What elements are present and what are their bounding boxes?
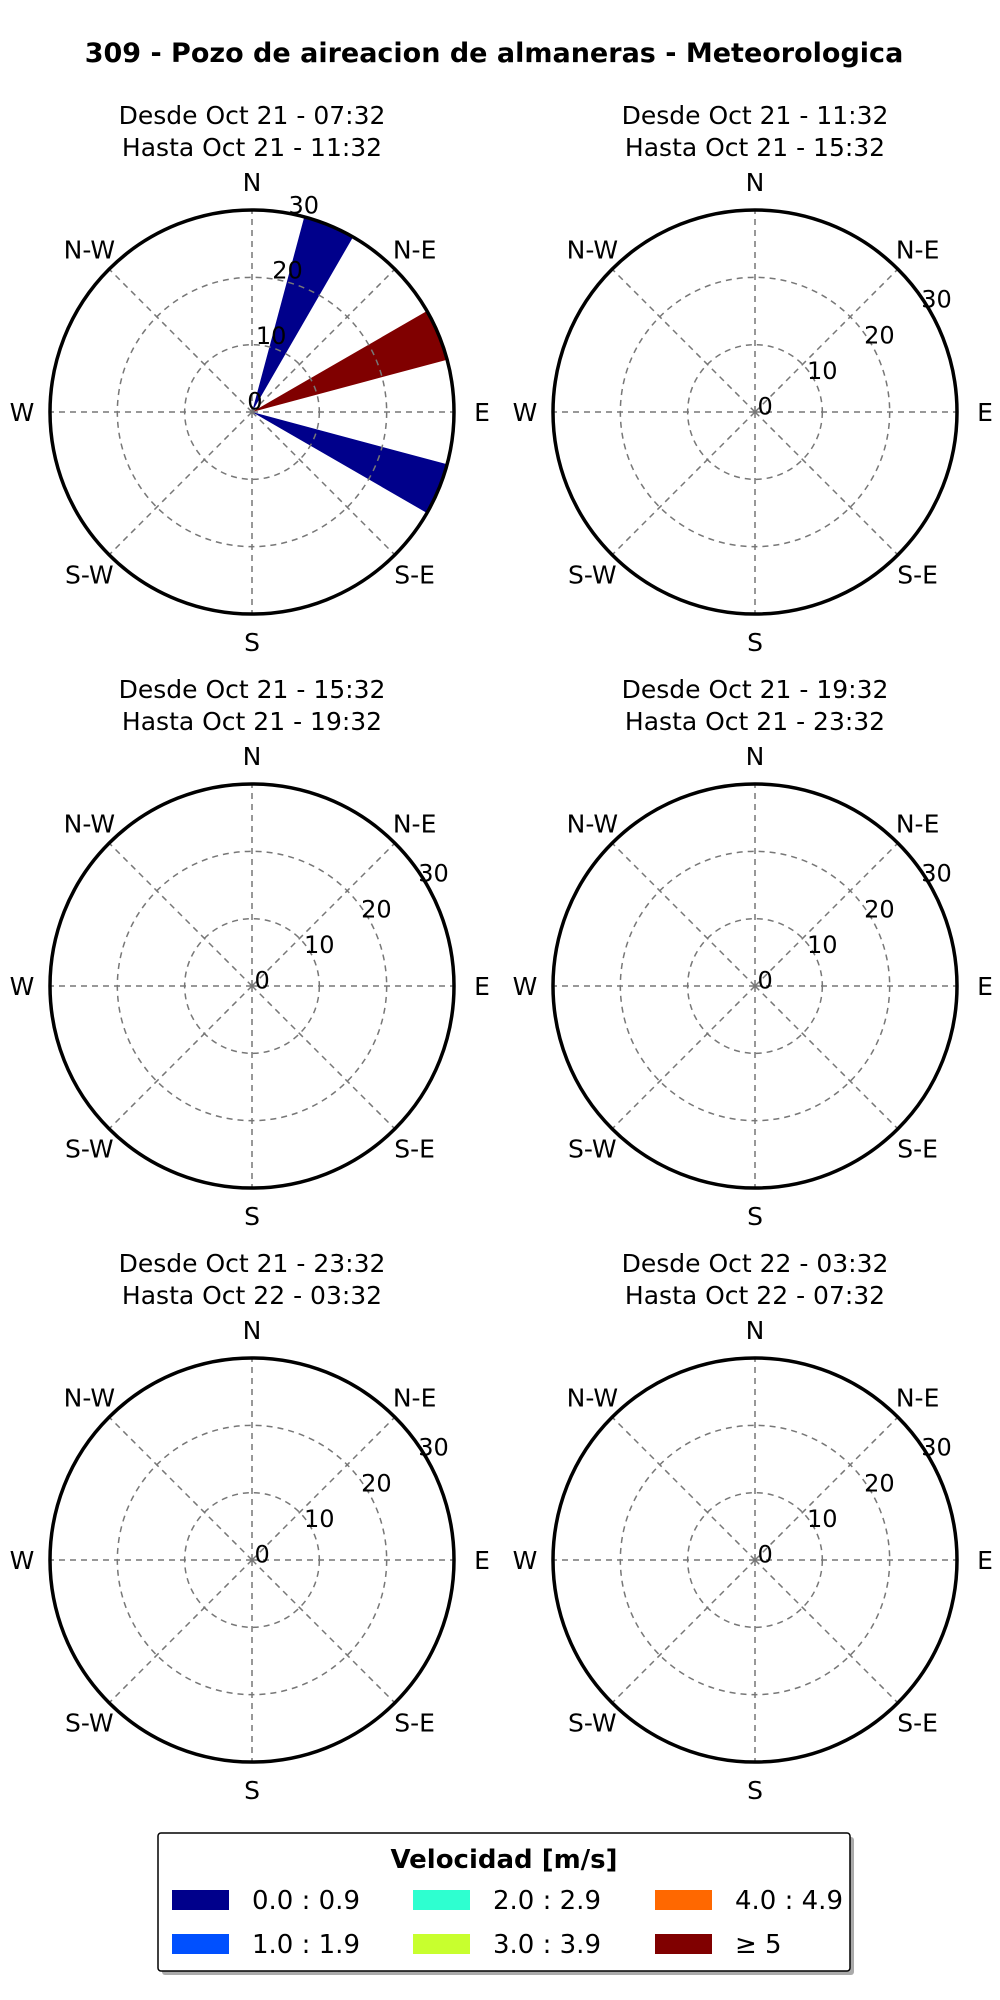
radial-tick-label: 10 [807, 930, 838, 959]
direction-label: W [512, 398, 538, 427]
direction-label: W [9, 1546, 35, 1575]
direction-label: N [242, 1316, 262, 1345]
radial-tick-label: 30 [418, 1433, 449, 1462]
direction-label: E [474, 398, 490, 427]
direction-label: S [747, 1202, 763, 1231]
direction-label: S-E [897, 560, 938, 590]
direction-label: S [244, 628, 260, 657]
radial-tick-label: 20 [361, 895, 392, 924]
legend-swatch [655, 1890, 712, 1910]
direction-label: W [512, 1546, 538, 1575]
direction-label: N [745, 1316, 765, 1345]
direction-gridline [109, 843, 252, 986]
radial-tick-label: 10 [255, 322, 287, 351]
panel-subtitle: Hasta Oct 21 - 23:32 [624, 707, 886, 736]
direction-gridline [109, 1417, 252, 1560]
wind-rose-1 [10, 101, 490, 657]
wind-rose-6 [513, 1249, 993, 1805]
panel-subtitle: Hasta Oct 21 - 11:32 [121, 133, 383, 162]
wind-rose-2 [513, 101, 993, 657]
wind-rose-4 [513, 675, 993, 1231]
direction-label: N-E [392, 809, 437, 839]
radial-tick-label: 10 [807, 356, 838, 385]
legend-label: ≥ 5 [735, 1930, 782, 1960]
panel-subtitle: Hasta Oct 22 - 03:32 [121, 1281, 383, 1310]
radial-tick-label: 10 [304, 930, 335, 959]
panel-subtitle: Hasta Oct 21 - 19:32 [121, 707, 383, 736]
direction-label: S-E [897, 1708, 938, 1738]
direction-label: N-E [392, 1383, 437, 1413]
legend-label: 2.0 : 2.9 [493, 1886, 601, 1916]
radial-tick-label: 20 [864, 1469, 895, 1498]
panel-subtitle: Hasta Oct 21 - 15:32 [624, 133, 886, 162]
radial-tick-label: 0 [254, 1540, 270, 1569]
legend-swatch [172, 1890, 229, 1910]
direction-label: S-W [65, 1134, 114, 1164]
direction-gridline [612, 1417, 755, 1560]
direction-gridline [109, 1560, 252, 1703]
panel-title: Desde Oct 21 - 11:32 [621, 101, 889, 130]
figure-title: 309 - Pozo de aireacion de almaneras - Meteorologica [84, 38, 904, 69]
radial-tick-label: 20 [864, 321, 895, 350]
direction-label: N-W [63, 809, 116, 839]
direction-label: W [9, 398, 35, 427]
legend-swatch [413, 1934, 470, 1954]
radial-tick-label: 30 [418, 859, 449, 888]
direction-label: S-E [897, 1134, 938, 1164]
radial-tick-label: 0 [757, 1540, 773, 1569]
radial-tick-label: 10 [304, 1504, 335, 1533]
direction-label: S-W [568, 1134, 617, 1164]
panel-title: Desde Oct 21 - 19:32 [621, 675, 889, 704]
direction-gridline [755, 986, 898, 1129]
direction-label: E [474, 972, 490, 1001]
panel-title: Desde Oct 21 - 23:32 [118, 1249, 386, 1278]
direction-gridline [755, 1560, 898, 1703]
direction-gridline [109, 269, 252, 412]
direction-label: N [745, 168, 765, 197]
radial-tick-label: 20 [361, 1469, 392, 1498]
radial-tick-label: 0 [757, 392, 773, 421]
direction-label: E [977, 1546, 993, 1575]
direction-label: N-W [63, 1383, 116, 1413]
direction-label: E [977, 972, 993, 1001]
direction-label: W [512, 972, 538, 1001]
direction-label: N-W [566, 809, 619, 839]
radial-tick-label: 30 [921, 859, 952, 888]
direction-label: S [747, 628, 763, 657]
direction-gridline [612, 843, 755, 986]
direction-label: S-E [394, 560, 435, 590]
legend-swatch [655, 1934, 712, 1954]
direction-label: N [242, 168, 262, 197]
direction-gridline [612, 1560, 755, 1703]
direction-label: E [977, 398, 993, 427]
direction-gridline [252, 1560, 395, 1703]
direction-label: S-W [65, 1708, 114, 1738]
legend-label: 0.0 : 0.9 [252, 1886, 360, 1916]
direction-label: N-E [895, 809, 940, 839]
radial-tick-label: 20 [864, 895, 895, 924]
direction-label: S-E [394, 1134, 435, 1164]
radial-tick-label: 10 [807, 1504, 838, 1533]
direction-gridline [755, 412, 898, 555]
legend-label: 4.0 : 4.9 [735, 1886, 843, 1916]
radial-tick-label: 20 [272, 256, 303, 285]
legend-swatch [413, 1890, 470, 1910]
wind-rose-5 [10, 1249, 490, 1805]
direction-label: N-E [895, 1383, 940, 1413]
direction-label: N [242, 742, 262, 771]
radial-tick-label: 30 [921, 1433, 952, 1462]
panel-title: Desde Oct 21 - 15:32 [118, 675, 386, 704]
direction-label: S-W [568, 1708, 617, 1738]
radial-tick-label: 0 [247, 387, 263, 416]
direction-gridline [612, 269, 755, 412]
direction-gridline [612, 412, 755, 555]
panel-subtitle: Hasta Oct 22 - 07:32 [624, 1281, 886, 1310]
direction-label: S [747, 1776, 763, 1805]
legend-label: 3.0 : 3.9 [493, 1930, 601, 1960]
radial-tick-label: 0 [757, 966, 773, 995]
legend-title: Velocidad [m/s] [390, 1845, 618, 1875]
direction-label: N-E [392, 235, 437, 265]
direction-gridline [252, 986, 395, 1129]
legend-label: 1.0 : 1.9 [252, 1930, 360, 1960]
radial-tick-label: 30 [921, 285, 952, 314]
wind-bar-3 [252, 412, 447, 513]
wind-rose-3 [10, 675, 490, 1231]
direction-label: S-W [65, 560, 114, 590]
legend [158, 1833, 854, 1975]
direction-label: N-W [566, 1383, 619, 1413]
direction-gridline [109, 986, 252, 1129]
direction-label: N [745, 742, 765, 771]
direction-label: S-E [394, 1708, 435, 1738]
radial-tick-label: 30 [288, 191, 320, 220]
direction-label: S [244, 1202, 260, 1231]
direction-label: S [244, 1776, 260, 1805]
radial-tick-label: 0 [254, 966, 270, 995]
wind-rose-panels [10, 101, 993, 1805]
direction-label: E [474, 1546, 490, 1575]
direction-label: N-W [566, 235, 619, 265]
panel-title: Desde Oct 21 - 07:32 [118, 101, 386, 130]
legend-swatch [172, 1934, 229, 1954]
panel-title: Desde Oct 22 - 03:32 [621, 1249, 889, 1278]
direction-label: N-E [895, 235, 940, 265]
direction-label: W [9, 972, 35, 1001]
direction-label: N-W [63, 235, 116, 265]
direction-gridline [109, 412, 252, 555]
direction-label: S-W [568, 560, 617, 590]
direction-gridline [612, 986, 755, 1129]
